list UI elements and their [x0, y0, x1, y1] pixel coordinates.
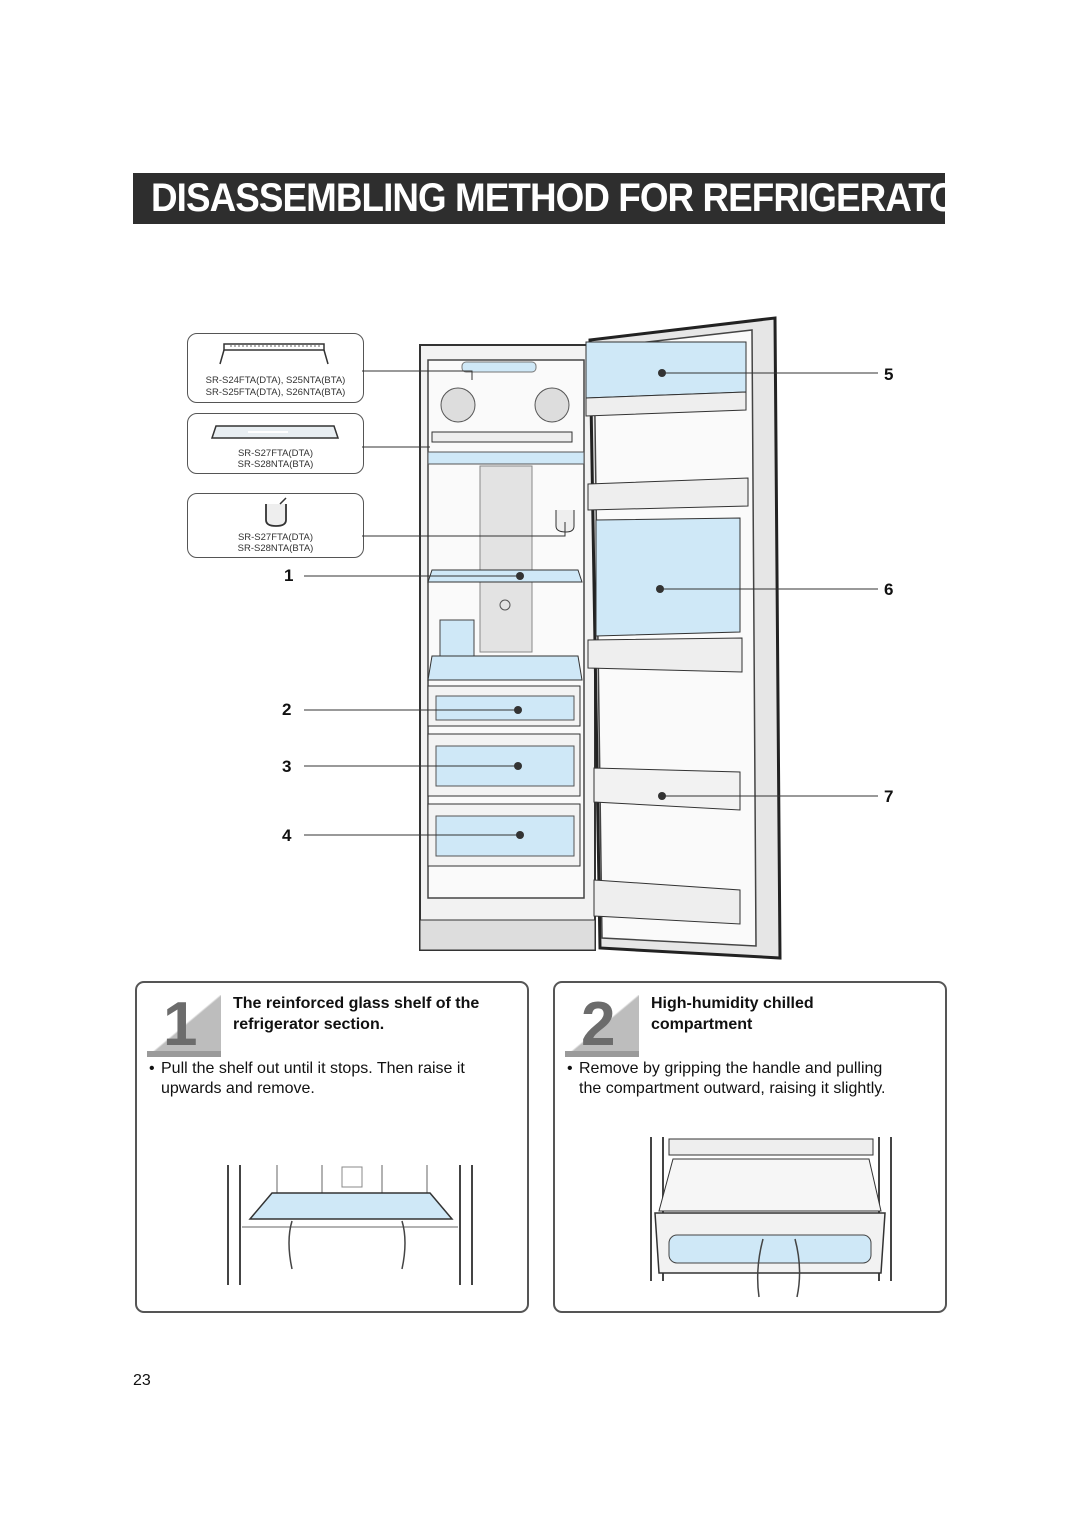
step-title-line2: compartment — [651, 1016, 753, 1033]
part-number-3: 3 — [282, 757, 292, 776]
step-body-line1: Remove by gripping the handle and pulling — [579, 1060, 883, 1077]
step-number-badge — [565, 990, 639, 1059]
part-number-7: 7 — [884, 787, 894, 806]
callout-caption-line1: SR-S27FTA(DTA) — [237, 532, 314, 543]
step-title-line1: High-humidity chilled — [651, 995, 814, 1012]
step-body-line2: the compartment outward, raising it slightly. — [579, 1080, 886, 1097]
callout-caption-line1: SR-S27FTA(DTA) — [237, 448, 314, 459]
step-number: 1 — [163, 990, 198, 1059]
step-panel-1 — [135, 981, 529, 1313]
part-number-2: 2 — [282, 700, 292, 719]
page-title: DISASSEMBLING METHOD FOR REFRIGERATOR — [151, 176, 983, 220]
page-number: 23 — [133, 1372, 151, 1389]
callout-caption-line2: SR-S25FTA(DTA), S26NTA(BTA) — [205, 387, 346, 398]
step-body-line2: upwards and remove. — [161, 1080, 315, 1097]
callout-caption-line2: SR-S28NTA(BTA) — [237, 459, 314, 470]
step-title — [233, 993, 479, 1035]
shelf-removal-illustration — [222, 1161, 482, 1291]
compartment-removal-illustration — [645, 1131, 905, 1301]
step-title-line2: refrigerator section. — [233, 1016, 385, 1033]
step-instructions — [149, 1059, 517, 1099]
part-number-1: 1 — [284, 566, 294, 585]
part-number-4: 4 — [282, 826, 292, 845]
step-title-line1: The reinforced glass shelf of the — [233, 995, 480, 1012]
part-number-6: 6 — [884, 580, 894, 599]
callout-caption-line2: SR-S28NTA(BTA) — [237, 543, 314, 554]
part-number-5: 5 — [884, 365, 894, 384]
step-panel-2 — [553, 981, 947, 1313]
step-title — [651, 993, 814, 1035]
bullet: • — [567, 1060, 573, 1077]
step-instructions — [567, 1059, 935, 1099]
bullet: • — [149, 1060, 155, 1077]
step-number-badge — [147, 990, 221, 1059]
step-number: 2 — [581, 990, 616, 1059]
step-body-line1: Pull the shelf out until it stops. Then raise it — [161, 1060, 465, 1077]
callout-caption-line1: SR-S24FTA(DTA), S25NTA(BTA) — [205, 375, 346, 386]
